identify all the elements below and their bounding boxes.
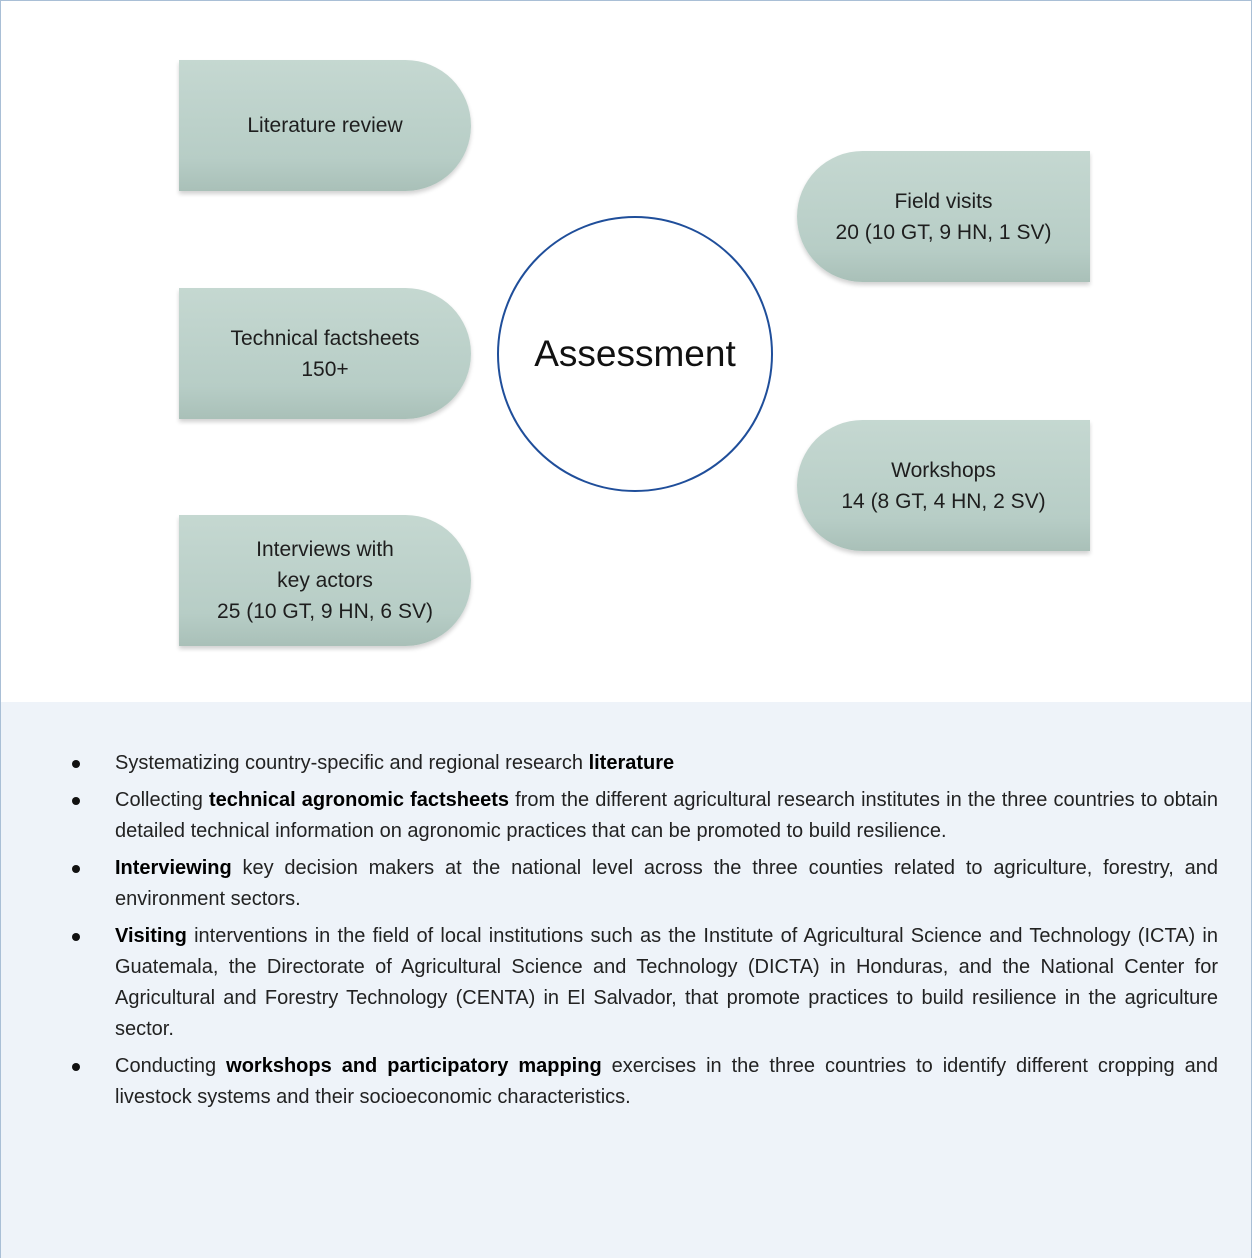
bullet-text-bold: technical agronomic factsheets (208, 789, 510, 811)
method-literature-review (179, 60, 471, 191)
method-count: 25 (10 GT, 9 HN, 6 SV) (217, 600, 433, 623)
method-label-line: Interviews with (256, 538, 394, 561)
bullet-text-pre: Conducting (115, 1055, 227, 1077)
list-item (0, 921, 1252, 1045)
method-technical-factsheets (179, 288, 471, 419)
bullet-text-bold: workshops and participatory mapping (226, 1055, 602, 1077)
method-workshops (797, 420, 1090, 551)
method-field-visits (797, 151, 1090, 282)
bullet-text-post: interventions in the field of local institutions such as the Institute of Agricultural Science and Technology (ICTA) in Guatemala, the Directorate of Agricultural Science and Technology (DICTA) in Honduras, and the National Center for Agricultural and Forestry Technology (CENTA) in El Salvador, that promote practices to build resilience in the agriculture sector. (115, 925, 1218, 1040)
method-count: 14 (8 GT, 4 HN, 2 SV) (841, 489, 1046, 513)
bullet-text-post: exercises in the three countries to identify different cropping and livestock systems and their socioeconomic characteristics. (115, 1055, 1218, 1108)
method-interviews (179, 515, 471, 646)
bullet-text-bold: Visiting (115, 925, 187, 947)
method-count: 20 (10 GT, 9 HN, 1 SV) (835, 220, 1052, 244)
bullet-icon (72, 865, 80, 873)
method-label-line: Field visits (894, 189, 993, 213)
method-description-list (0, 748, 1252, 1119)
bullet-text-pre: Collecting (115, 789, 209, 811)
method-count: 150+ (301, 357, 349, 381)
method-label-line: Workshops (891, 458, 996, 482)
bullet-text-bold: literature (588, 752, 675, 774)
bullet-text-post: key decision makers at the national level across the three counties related to agriculture, forestry, and environment sectors. (115, 857, 1218, 910)
method-label-line: Literature review (247, 114, 403, 137)
list-item (0, 853, 1252, 915)
assessment-label: Assessment (534, 333, 736, 374)
list-item (0, 785, 1252, 847)
list-item (0, 1051, 1252, 1113)
bullet-icon (72, 933, 80, 941)
bullet-text-post: from the different agricultural research institutes in the three countries to obtain detailed technical information on agronomic practices that can be promoted to build resilience. (115, 789, 1219, 842)
assessment-circle (497, 216, 773, 492)
bullet-text-bold: Interviewing (115, 857, 232, 879)
method-label-line: key actors (277, 569, 373, 592)
bullet-text-pre: Systematizing country-specific and regional research (115, 752, 589, 774)
list-item (0, 748, 1252, 779)
bullet-icon (72, 760, 80, 768)
bullet-icon (72, 1063, 80, 1071)
bullet-icon (72, 797, 80, 805)
method-label-line: Technical factsheets (230, 326, 420, 350)
